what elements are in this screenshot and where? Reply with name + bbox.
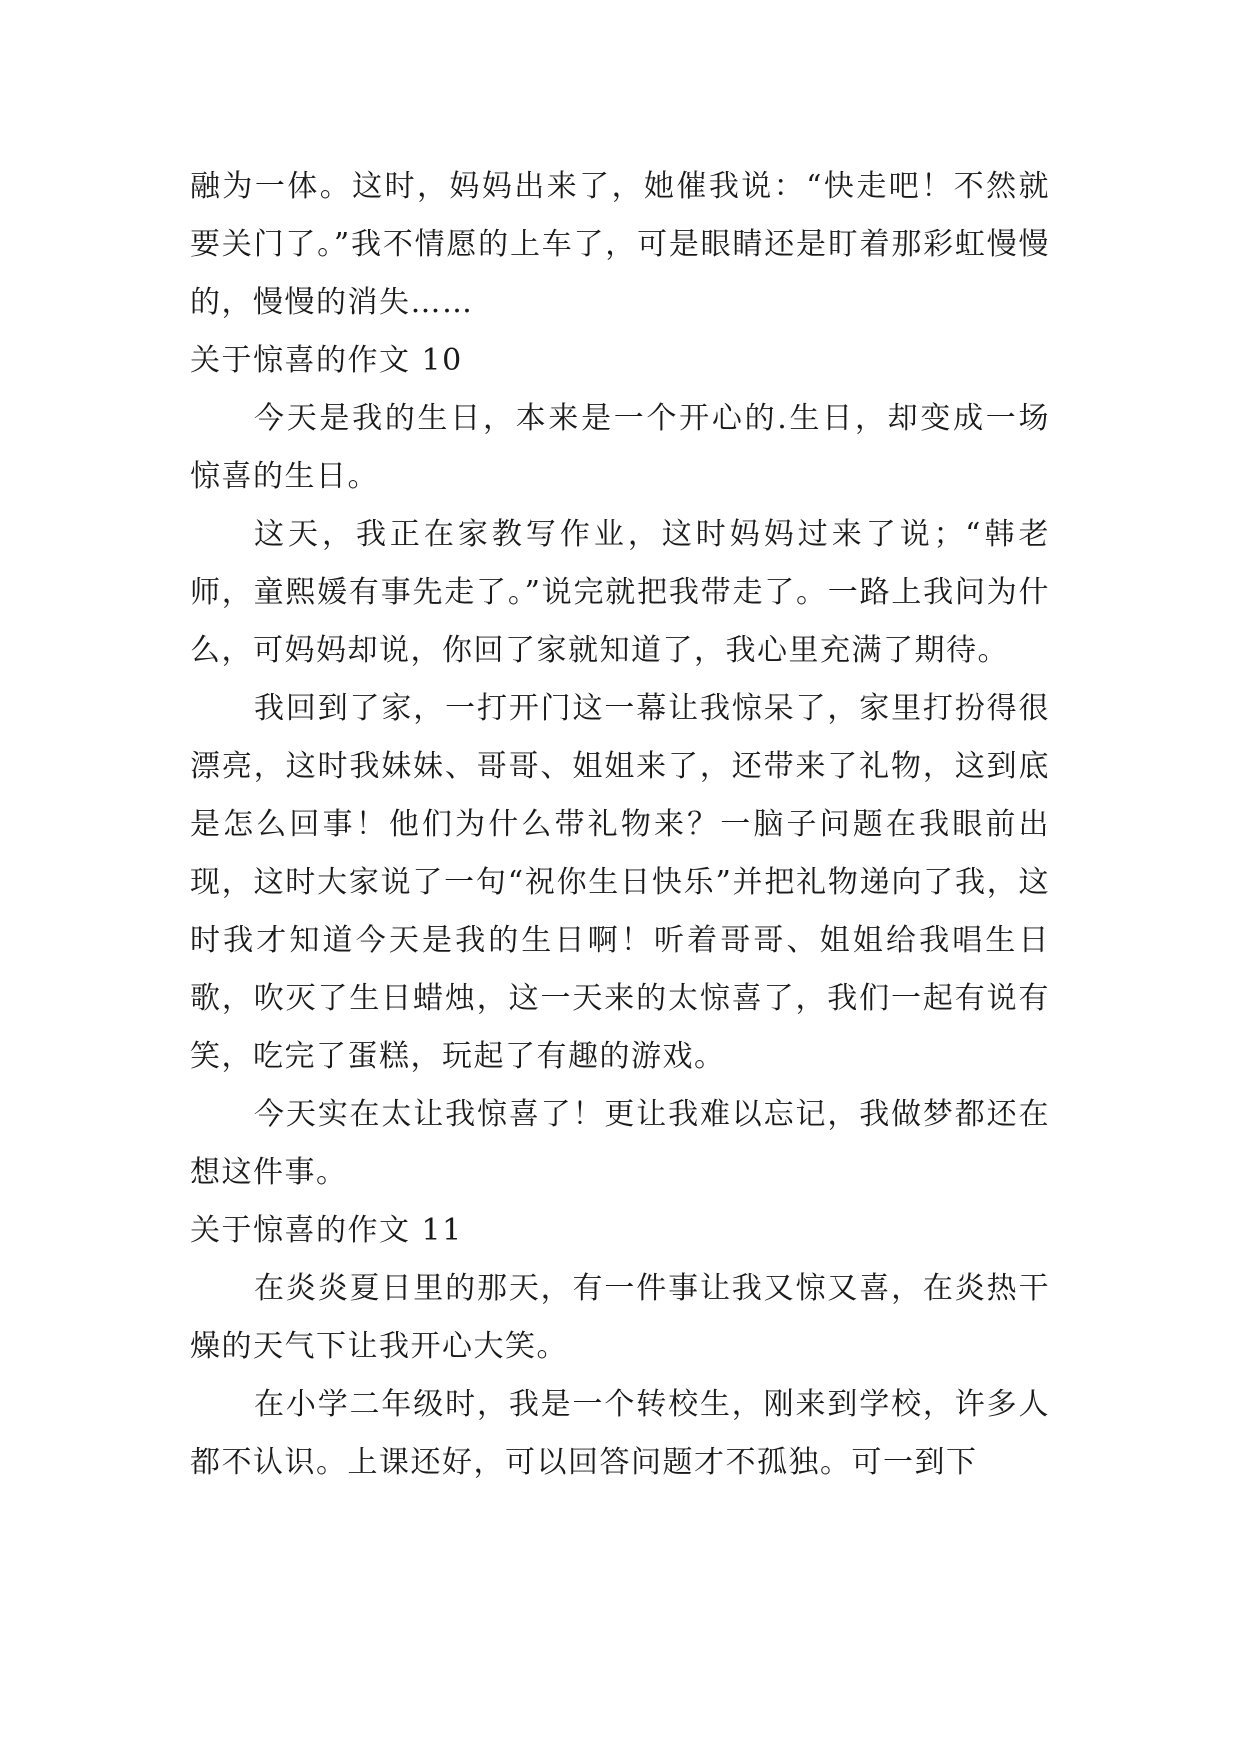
- section-heading: 关于惊喜的作文 11: [190, 1213, 463, 1248]
- document-body: [190, 158, 1050, 1492]
- paragraph: 这天，我正在家教写作业，这时妈妈过来了说；“韩老师，童熙媛有事先走了。”说完就把我带走了。一路上我问为什么，可妈妈却说，你回了家就知道了，我心里充满了期待。: [190, 517, 1050, 668]
- paragraph: 在小学二年级时，我是一个转校生，刚来到学校，许多人都不认识。上课还好，可以回答问题才不孤独。可一到下: [190, 1387, 1050, 1480]
- paragraph: 我回到了家，一打开门这一幕让我惊呆了，家里打扮得很漂亮，这时我妹妹、哥哥、姐姐来了，还带来了礼物，这到底是怎么回事！他们为什么带礼物来？一脑子问题在我眼前出现，这时大家说了一句“祝你生日快乐”并把礼物递向了我，这时我才知道今天是我的生日啊！听着哥哥、姐姐给我唱生日歌，吹灭了生日蜡烛，这一天来的太惊喜了，我们一起有说有笑，吃完了蛋糕，玩起了有趣的游戏。: [190, 691, 1050, 1074]
- paragraph: 今天是我的生日，本来是一个开心的.生日，却变成一场惊喜的生日。: [190, 401, 1050, 494]
- paragraph: 今天实在太让我惊喜了！更让我难以忘记，我做梦都还在想这件事。: [190, 1097, 1050, 1190]
- paragraph: 在炎炎夏日里的那天，有一件事让我又惊又喜，在炎热干燥的天气下让我开心大笑。: [190, 1271, 1050, 1364]
- paragraph: 融为一体。这时，妈妈出来了，她催我说：“快走吧！不然就要关门了。”我不情愿的上车了，可是眼睛还是盯着那彩虹慢慢的，慢慢的消失……: [190, 169, 1050, 320]
- section-heading: 关于惊喜的作文 10: [190, 343, 463, 378]
